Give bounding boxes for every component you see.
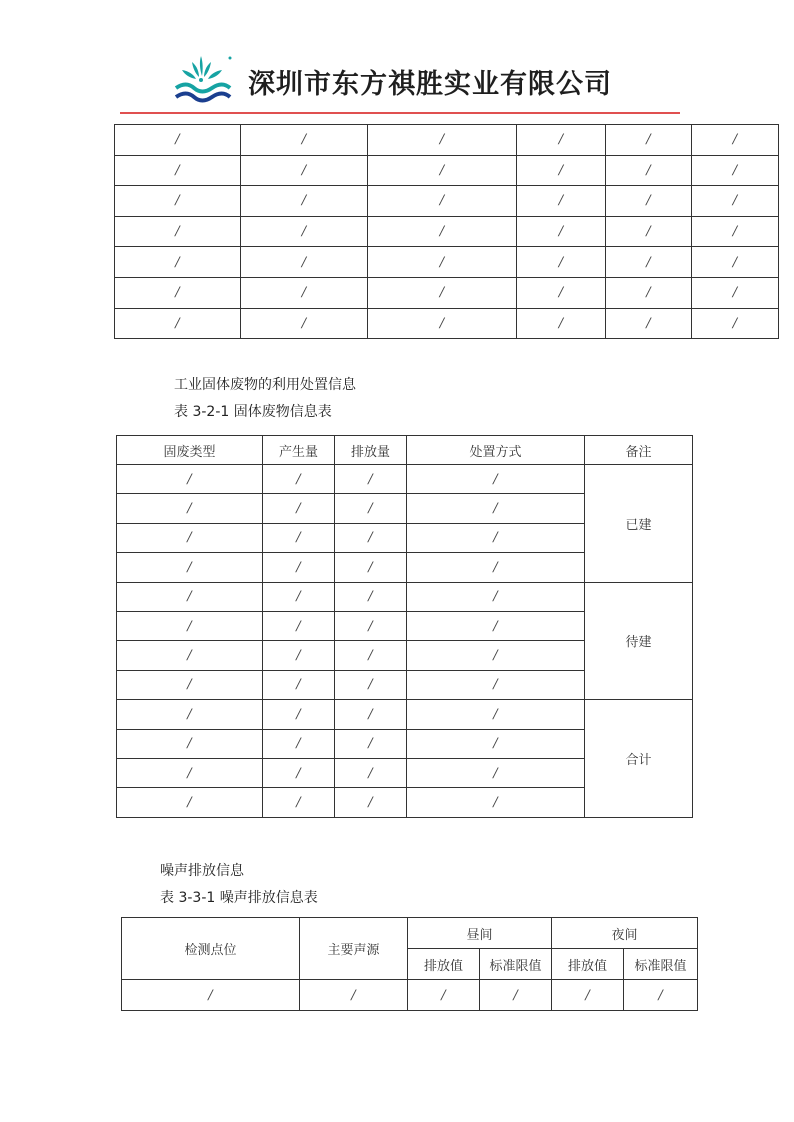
table-cell: / xyxy=(335,582,407,611)
table-cell: / xyxy=(692,155,779,186)
table-cell: / xyxy=(692,308,779,339)
header-cell: 备注 xyxy=(585,436,693,465)
table-cell: / xyxy=(368,308,517,339)
table-cell: / xyxy=(241,216,368,247)
table-row xyxy=(115,216,779,247)
table-cell: / xyxy=(407,582,585,611)
table-row xyxy=(122,980,698,1011)
table-cell: / xyxy=(117,582,263,611)
table-cell: / xyxy=(117,641,263,670)
table-cell: / xyxy=(115,186,241,217)
solid-waste-section-title: 工业固体废物的利用处置信息 xyxy=(174,377,356,393)
noise-table xyxy=(121,917,698,1011)
table-cell: / xyxy=(335,641,407,670)
table-cell: / xyxy=(692,247,779,278)
table-cell: / xyxy=(115,247,241,278)
table-cell: / xyxy=(115,155,241,186)
table-cell: / xyxy=(263,700,335,729)
table-cell: / xyxy=(407,758,585,787)
table-cell: / xyxy=(263,582,335,611)
table-cell: / xyxy=(692,186,779,217)
table-cell: / xyxy=(263,611,335,640)
table-cell: / xyxy=(606,125,692,156)
table-cell: / xyxy=(263,465,335,494)
header-cell: 排放值 xyxy=(408,949,480,980)
table-cell: / xyxy=(117,729,263,758)
table-cell: / xyxy=(606,247,692,278)
table-row xyxy=(117,700,693,729)
table-cell: / xyxy=(263,641,335,670)
continued-table xyxy=(114,124,779,339)
table-cell: / xyxy=(263,670,335,699)
table-row xyxy=(115,247,779,278)
noise-table-caption: 表 3-3-1 噪声排放信息表 xyxy=(160,890,318,906)
table-cell: / xyxy=(115,277,241,308)
table-row xyxy=(117,582,693,611)
table-cell: / xyxy=(368,186,517,217)
table-cell: / xyxy=(335,700,407,729)
table-row xyxy=(115,308,779,339)
table-cell: / xyxy=(117,465,263,494)
table-cell: / xyxy=(606,308,692,339)
table-cell: / xyxy=(335,611,407,640)
table-cell: / xyxy=(517,125,606,156)
header-cell: 产生量 xyxy=(263,436,335,465)
table-cell: / xyxy=(368,125,517,156)
header-cell: 夜间 xyxy=(552,918,698,949)
table-cell: / xyxy=(407,641,585,670)
note-cell: 待建 xyxy=(585,582,693,700)
header-divider xyxy=(120,112,680,114)
table-cell: / xyxy=(407,670,585,699)
table-cell: / xyxy=(335,788,407,817)
table-cell: / xyxy=(122,980,300,1011)
table-row xyxy=(115,155,779,186)
table-cell: / xyxy=(335,758,407,787)
table-cell: / xyxy=(263,729,335,758)
table-cell: / xyxy=(517,186,606,217)
header-cell: 固废类型 xyxy=(117,436,263,465)
table-cell: / xyxy=(117,670,263,699)
table-cell: / xyxy=(117,611,263,640)
fountain-wave-icon xyxy=(170,52,236,104)
table-cell: / xyxy=(241,247,368,278)
noise-section-title: 噪声排放信息 xyxy=(160,863,244,879)
table-cell: / xyxy=(117,758,263,787)
table-cell: / xyxy=(368,155,517,186)
table-cell: / xyxy=(117,494,263,523)
table-cell: / xyxy=(117,788,263,817)
table-cell: / xyxy=(407,729,585,758)
table-cell: / xyxy=(408,980,480,1011)
table-cell: / xyxy=(606,155,692,186)
table-cell: / xyxy=(517,308,606,339)
table-cell: / xyxy=(407,523,585,552)
table-cell: / xyxy=(263,494,335,523)
table-cell: / xyxy=(263,523,335,552)
table-cell: / xyxy=(263,553,335,582)
solid-waste-table-caption: 表 3-2-1 固体废物信息表 xyxy=(174,404,332,420)
header-cell: 标准限值 xyxy=(624,949,698,980)
table-cell: / xyxy=(517,216,606,247)
company-name: 深圳市东方祺胜实业有限公司 xyxy=(248,69,612,100)
table-cell: / xyxy=(480,980,552,1011)
table-row xyxy=(115,125,779,156)
table-cell: / xyxy=(692,216,779,247)
header-cell: 处置方式 xyxy=(407,436,585,465)
table-cell: / xyxy=(241,155,368,186)
table-cell: / xyxy=(335,494,407,523)
table-cell: / xyxy=(606,216,692,247)
table-cell: / xyxy=(407,700,585,729)
table-cell: / xyxy=(692,277,779,308)
table-cell: / xyxy=(606,277,692,308)
table-header-row xyxy=(122,918,698,949)
table-row xyxy=(115,277,779,308)
table-cell: / xyxy=(368,277,517,308)
table-cell: / xyxy=(335,729,407,758)
header-cell: 排放值 xyxy=(552,949,624,980)
table-cell: / xyxy=(241,277,368,308)
header-cell: 标准限值 xyxy=(480,949,552,980)
table-cell: / xyxy=(300,980,408,1011)
note-cell: 合计 xyxy=(585,700,693,818)
table-cell: / xyxy=(335,523,407,552)
table-cell: / xyxy=(263,788,335,817)
table-cell: / xyxy=(117,700,263,729)
table-cell: / xyxy=(115,216,241,247)
header-cell: 主要声源 xyxy=(300,918,408,980)
header-cell: 昼间 xyxy=(408,918,552,949)
table-cell: / xyxy=(241,308,368,339)
table-cell: / xyxy=(624,980,698,1011)
note-cell: 已建 xyxy=(585,465,693,583)
solid-waste-table xyxy=(116,435,693,818)
table-cell: / xyxy=(241,125,368,156)
table-cell: / xyxy=(552,980,624,1011)
table-cell: / xyxy=(407,465,585,494)
table-cell: / xyxy=(517,247,606,278)
table-cell: / xyxy=(117,523,263,552)
table-cell: / xyxy=(407,788,585,817)
table-cell: / xyxy=(407,494,585,523)
table-cell: / xyxy=(517,277,606,308)
table-cell: / xyxy=(241,186,368,217)
table-cell: / xyxy=(335,465,407,494)
company-logo xyxy=(170,52,236,104)
table-cell: / xyxy=(368,216,517,247)
table-cell: / xyxy=(335,670,407,699)
table-cell: / xyxy=(115,308,241,339)
table-cell: / xyxy=(407,611,585,640)
table-cell: / xyxy=(407,553,585,582)
table-header-row xyxy=(117,436,693,465)
table-cell: / xyxy=(115,125,241,156)
table-row xyxy=(115,186,779,217)
table-row xyxy=(117,465,693,494)
table-cell: / xyxy=(692,125,779,156)
table-cell: / xyxy=(335,553,407,582)
table-cell: / xyxy=(117,553,263,582)
table-cell: / xyxy=(517,155,606,186)
header-cell: 排放量 xyxy=(335,436,407,465)
table-cell: / xyxy=(368,247,517,278)
table-cell: / xyxy=(606,186,692,217)
header-cell: 检测点位 xyxy=(122,918,300,980)
table-cell: / xyxy=(263,758,335,787)
